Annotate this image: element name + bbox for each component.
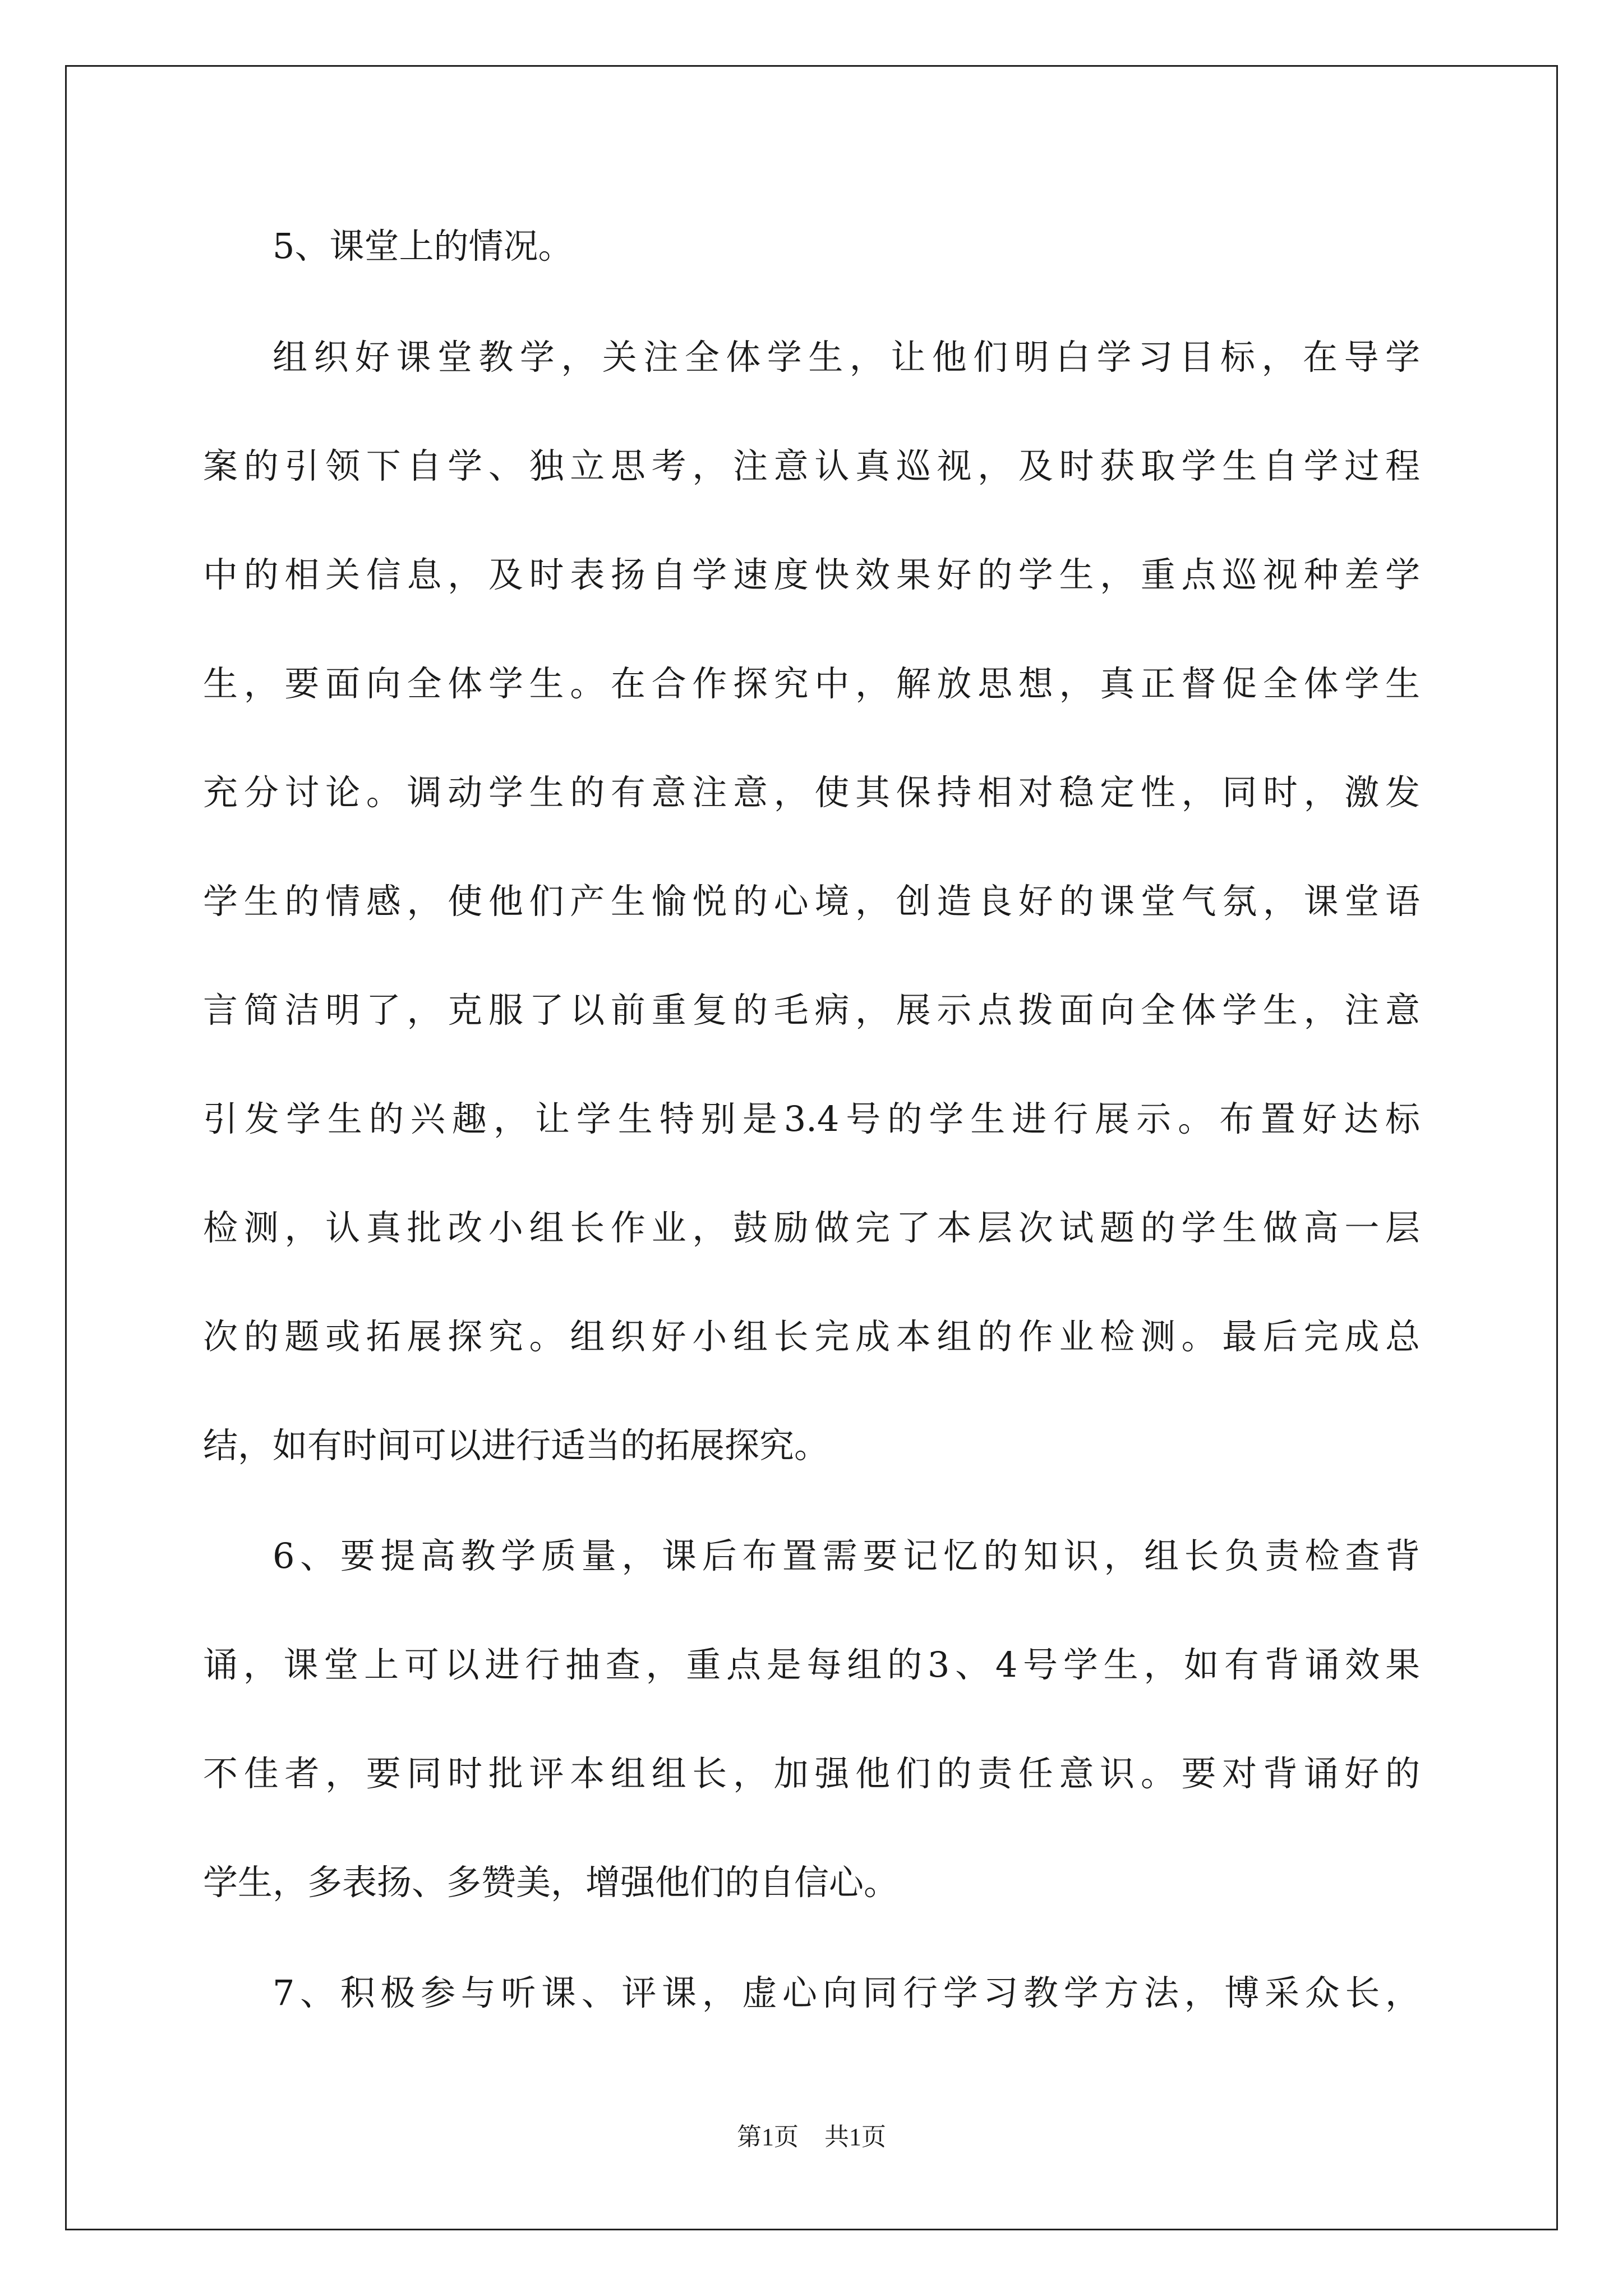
text-line-3: 案的引领下自学、独立思考，注意认真巡视，及时获取学生自学过程 xyxy=(203,445,1420,486)
page-border xyxy=(65,65,1558,2230)
text-line-1: 5、课堂上的情况。 xyxy=(273,226,573,266)
text-line-16: 学生，多表扬、多赞美，增强他们的自信心。 xyxy=(203,1862,899,1903)
text-line-2: 组织好课堂教学，关注全体学生，让他们明白学习目标，在导学 xyxy=(273,337,1420,378)
text-line-7: 学生的情感，使他们产生愉悦的心境，创造良好的课堂气氛，课堂语 xyxy=(203,881,1420,922)
page-number: 第1页 xyxy=(737,2123,799,2151)
text-line-14: 诵，课堂上可以进行抽查，重点是每组的3、4号学生，如有背诵效果 xyxy=(203,1644,1420,1685)
page-footer xyxy=(0,2116,1623,2152)
text-line-8: 言简洁明了，克服了以前重复的毛病，展示点拨面向全体学生，注意 xyxy=(203,990,1420,1030)
text-line-5: 生，要面向全体学生。在合作探究中，解放思想，真正督促全体学生 xyxy=(203,663,1420,704)
text-line-13: 6、要提高教学质量，课后布置需要记忆的知识，组长负责检查背 xyxy=(273,1535,1420,1576)
text-line-9: 引发学生的兴趣，让学生特别是3.4号的学生进行展示。布置好达标 xyxy=(203,1098,1420,1139)
text-line-11: 次的题或拓展探究。组织好小组长完成本组的作业检测。最后完成总 xyxy=(203,1316,1420,1357)
text-line-10: 检测，认真批改小组长作业，鼓励做完了本层次试题的学生做高一层 xyxy=(203,1207,1420,1248)
text-line-17: 7、积极参与听课、评课，虚心向同行学习教学方法，博采众长， xyxy=(273,1972,1420,2013)
text-line-6: 充分讨论。调动学生的有意注意，使其保持相对稳定性，同时，激发 xyxy=(203,772,1420,813)
text-line-4: 中的相关信息，及时表扬自学速度快效果好的学生，重点巡视种差学 xyxy=(203,554,1420,595)
text-line-15: 不佳者，要同时批评本组组长，加强他们的责任意识。要对背诵好的 xyxy=(203,1753,1420,1794)
text-line-12: 结，如有时间可以进行适当的拓展探究。 xyxy=(203,1425,829,1466)
page-total: 共1页 xyxy=(824,2123,886,2151)
